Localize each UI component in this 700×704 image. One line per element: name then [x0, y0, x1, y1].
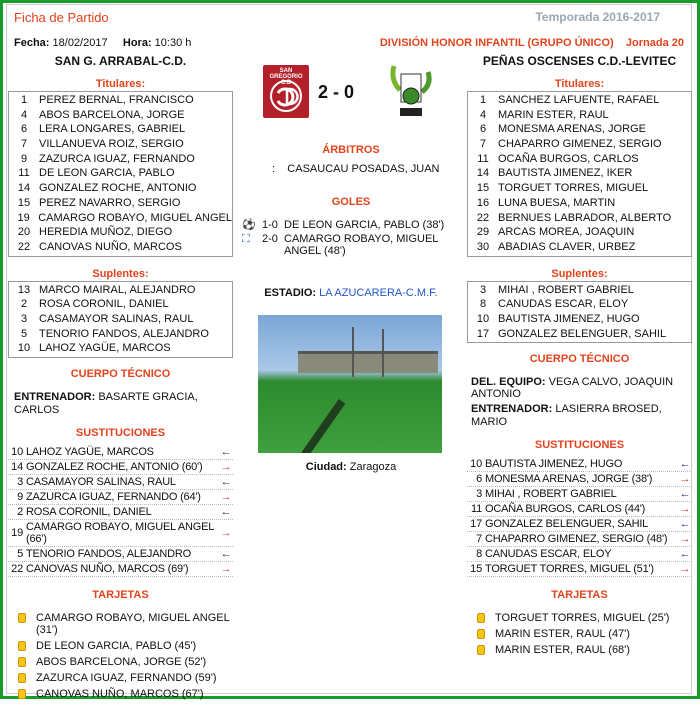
home-column	[8, 78, 233, 704]
score: 2 - 0	[318, 82, 355, 102]
home-logo-text: SAN GREGORIO C.D	[269, 68, 303, 86]
yellow-card-icon	[477, 613, 485, 623]
away-substitutions-list	[467, 457, 692, 577]
card-item: MARIN ESTER, RAUL (47')	[467, 628, 692, 640]
player-row: 4 MARIN ESTER, RAUL	[479, 108, 609, 121]
player-row: 7 VILLANUEVA ROIZ, SERGIO	[20, 138, 184, 151]
date-time: Fecha: 18/02/2017 Hora: 10:30 h	[14, 37, 192, 49]
city: Ciudad: Zaragoza	[305, 461, 397, 473]
player-row: 8 CANUDAS ESCAR, ELOY	[479, 298, 629, 311]
goals-list	[242, 219, 464, 257]
away-starters-list	[467, 91, 692, 257]
substitution-row: 14 GONZALEZ ROCHE, ANTONIO (60') →	[8, 460, 233, 475]
home-subs-label: Suplentes:	[92, 267, 149, 280]
player-row: 20 HEREDIA MUÑOZ, DIEGO	[17, 226, 173, 239]
home-subs-list	[8, 281, 233, 358]
card-item: TORGUET TORRES, MIGUEL (25')	[467, 612, 692, 624]
arrow-left-icon: ←	[220, 506, 232, 518]
away-subs-list	[467, 281, 692, 344]
player-row: 3 CASAMAYOR SALINAS, RAUL	[20, 312, 194, 325]
player-row: 15 TORGUET TORRES, MIGUEL	[476, 182, 649, 195]
player-row: 22 CANOVAS NUÑO, MARCOS	[17, 240, 182, 253]
arrow-right-icon: →	[679, 503, 691, 516]
home-cards-label: TARJETAS	[92, 589, 149, 601]
player-row: 10 BAUTISTA JIMENEZ, HUGO	[476, 312, 640, 325]
substitution-row: 8 CANUDAS ESCAR, ELOY ←	[467, 547, 692, 562]
player-row: 6 LERA LONGARES, GABRIEL	[20, 123, 186, 136]
arrow-right-icon: →	[679, 473, 691, 486]
player-row: 17 GONZALEZ BELENGUER, SAHIL	[476, 327, 667, 340]
substitution-row: 7 CHAPARRO GIMENEZ, SERGIO (48') →	[467, 532, 692, 547]
referee: : CASAUCAU POSADAS, JUAN	[272, 163, 440, 175]
page-title: Ficha de Partido	[14, 10, 109, 25]
home-starters-label: Titulares:	[95, 78, 146, 90]
yellow-card-icon	[477, 645, 485, 655]
goal-item: ⚽ 1-0 DE LEON GARCIA, PABLO (38')	[242, 219, 445, 231]
goal-icon: ⛶	[242, 233, 250, 245]
away-cards-list	[467, 612, 692, 660]
referees-label: ÁRBITROS	[322, 144, 380, 156]
card-item: CANOVAS NUÑO, MARCOS (67')	[8, 688, 233, 700]
yellow-card-icon	[18, 641, 26, 651]
player-row: 14 BAUTISTA JIMENEZ, IKER	[476, 167, 633, 180]
player-row: 6 MONESMA ARENAS, JORGE	[479, 123, 646, 136]
away-team-logo	[388, 62, 434, 120]
arrow-left-icon: ←	[679, 518, 691, 531]
home-substitutions-list	[8, 445, 233, 577]
goal-item: ⛶ 2-0 CAMARGO ROBAYO, MIGUEL ANGEL (48')	[242, 233, 439, 257]
away-delegate: DEL. EQUIPO: VEGA CALVO, JOAQUIN ANTONIO	[471, 376, 674, 401]
away-starters-label: Titulares:	[554, 78, 605, 90]
home-cards-list	[8, 612, 233, 704]
player-row: 15 PEREZ NAVARRO, SERGIO	[17, 196, 181, 209]
substitution-row: 9 ZAZURCA IGUAZ, FERNANDO (64') →	[8, 490, 233, 505]
player-row: 5 TENORIO FANDOS, ALEJANDRO	[20, 327, 209, 340]
arrow-right-icon: →	[220, 491, 232, 503]
stadium: ESTADIO: LA AZUCARERA-C.M.F.	[264, 287, 438, 299]
home-staff-label: CUERPO TÉCNICO	[70, 368, 171, 380]
player-row: 14 GONZALEZ ROCHE, ANTONIO	[17, 182, 197, 195]
yellow-card-icon	[477, 629, 485, 639]
card-item: ABOS BARCELONA, JORGE (52')	[8, 656, 233, 668]
away-coach: ENTRENADOR: LASIERRA BROSED, MARIO	[471, 403, 662, 429]
arrow-right-icon: →	[679, 563, 691, 576]
home-coach: ENTRENADOR: BASARTE GRACIA, CARLOS	[14, 391, 198, 416]
arrow-right-icon: →	[220, 563, 232, 575]
arrow-right-icon: →	[220, 527, 232, 539]
away-staff-label: CUERPO TÉCNICO	[529, 353, 630, 366]
player-row: 10 LAHOZ YAGÜE, MARCOS	[17, 342, 171, 355]
substitution-row: 17 GONZALEZ BELENGUER, SAHIL ←	[467, 517, 692, 532]
card-item: ZAZURCA IGUAZ, FERNANDO (59')	[8, 672, 233, 684]
soccer-ball-icon: ⚽	[242, 219, 256, 231]
arrow-left-icon: ←	[220, 548, 232, 560]
substitution-row: 3 CASAMAYOR SALINAS, RAUL ←	[8, 475, 233, 490]
home-team-name: SAN G. ARRABAL-C.D.	[54, 54, 187, 68]
substitution-row: 5 TENORIO FANDOS, ALEJANDRO ←	[8, 547, 233, 562]
substitution-row: 6 MONESMA ARENAS, JORGE (38') →	[467, 472, 692, 487]
substitution-row: 3 MIHAI , ROBERT GABRIEL ←	[467, 487, 692, 502]
player-row: 2 ROSA CORONIL, DANIEL	[20, 298, 169, 311]
player-row: 11 OCAÑA BURGOS, CARLOS	[477, 152, 639, 165]
competition: DIVISIÓN HONOR INFANTIL (GRUPO ÚNICO) Jornada 20	[379, 37, 684, 49]
player-row: 7 CHAPARRO GIMENEZ, SERGIO	[479, 138, 662, 151]
arrow-left-icon: ←	[220, 446, 232, 458]
substitution-row: 2 ROSA CORONIL, DANIEL ←	[8, 505, 233, 520]
player-row: 16 LUNA BUESA, MARTIN	[476, 196, 616, 209]
player-row: 4 ABOS BARCELONA, JORGE	[20, 108, 185, 121]
yellow-card-icon	[18, 657, 26, 667]
season: Temporada 2016-2017	[535, 10, 660, 24]
player-row: 9 ZAZURCA IGUAZ, FERNANDO	[20, 152, 195, 165]
substitution-row: 10 LAHOZ YAGÜE, MARCOS ←	[8, 445, 233, 460]
arrow-left-icon: ←	[679, 458, 691, 471]
card-item: MARIN ESTER, RAUL (68')	[467, 644, 692, 656]
player-row: 1 PEREZ BERNAL, FRANCISCO	[20, 94, 194, 106]
yellow-card-icon	[18, 689, 26, 699]
card-item: CAMARGO ROBAYO, MIGUEL ANGEL (31')	[8, 612, 233, 636]
away-team-name: PEÑAS OSCENSES C.D.-LEVITEC	[482, 54, 677, 68]
player-row: 29 ARCAS MOREA, JOAQUIN	[476, 226, 635, 239]
substitution-row: 11 OCAÑA BURGOS, CARLOS (44') →	[467, 502, 692, 517]
player-row: 11 DE LEON GARCIA, PABLO	[18, 167, 175, 180]
away-subs-label: Suplentes:	[551, 267, 608, 280]
substitution-row: 19 CAMARGO ROBAYO, MIGUEL ANGEL (66') →	[8, 520, 233, 547]
yellow-card-icon	[18, 613, 26, 623]
stadium-photo	[258, 315, 442, 453]
arrow-right-icon: →	[220, 461, 232, 473]
arrow-left-icon: ←	[679, 488, 691, 501]
goals-label: GOLES	[331, 196, 371, 208]
player-row: 1 SANCHEZ LAFUENTE, RAFAEL	[479, 94, 660, 106]
card-item: DE LEON GARCIA, PABLO (45')	[8, 640, 233, 652]
home-substitutions-label: SUSTITUCIONES	[75, 427, 166, 439]
away-column	[467, 78, 692, 660]
substitution-row: 15 TORGUET TORRES, MIGUEL (51') →	[467, 562, 692, 577]
arrow-left-icon: ←	[220, 476, 232, 488]
player-row: 22 BERNUES LABRADOR, ALBERTO	[476, 211, 672, 224]
arrow-left-icon: ←	[679, 548, 691, 561]
substitution-row: 10 BAUTISTA JIMENEZ, HUGO ←	[467, 457, 692, 472]
substitution-row: 22 CANOVAS NUÑO, MARCOS (69') →	[8, 562, 233, 577]
away-substitutions-label: SUSTITUCIONES	[534, 439, 625, 452]
yellow-card-icon	[18, 673, 26, 683]
arrow-right-icon: →	[679, 533, 691, 546]
player-row: 19 CAMARGO ROBAYO, MIGUEL ANGEL	[17, 211, 232, 224]
player-row: 30 ABADIAS CLAVER, URBEZ	[476, 240, 636, 253]
home-team-logo	[263, 65, 309, 118]
stadium-link[interactable]: LA AZUCARERA-C.M.F.	[319, 287, 438, 299]
player-row: 13 MARCO MAIRAL, ALEJANDRO	[17, 283, 196, 296]
home-starters-list	[8, 91, 233, 257]
away-cards-label: TARJETAS	[551, 589, 608, 602]
player-row: 3 MIHAI , ROBERT GABRIEL	[479, 283, 634, 296]
